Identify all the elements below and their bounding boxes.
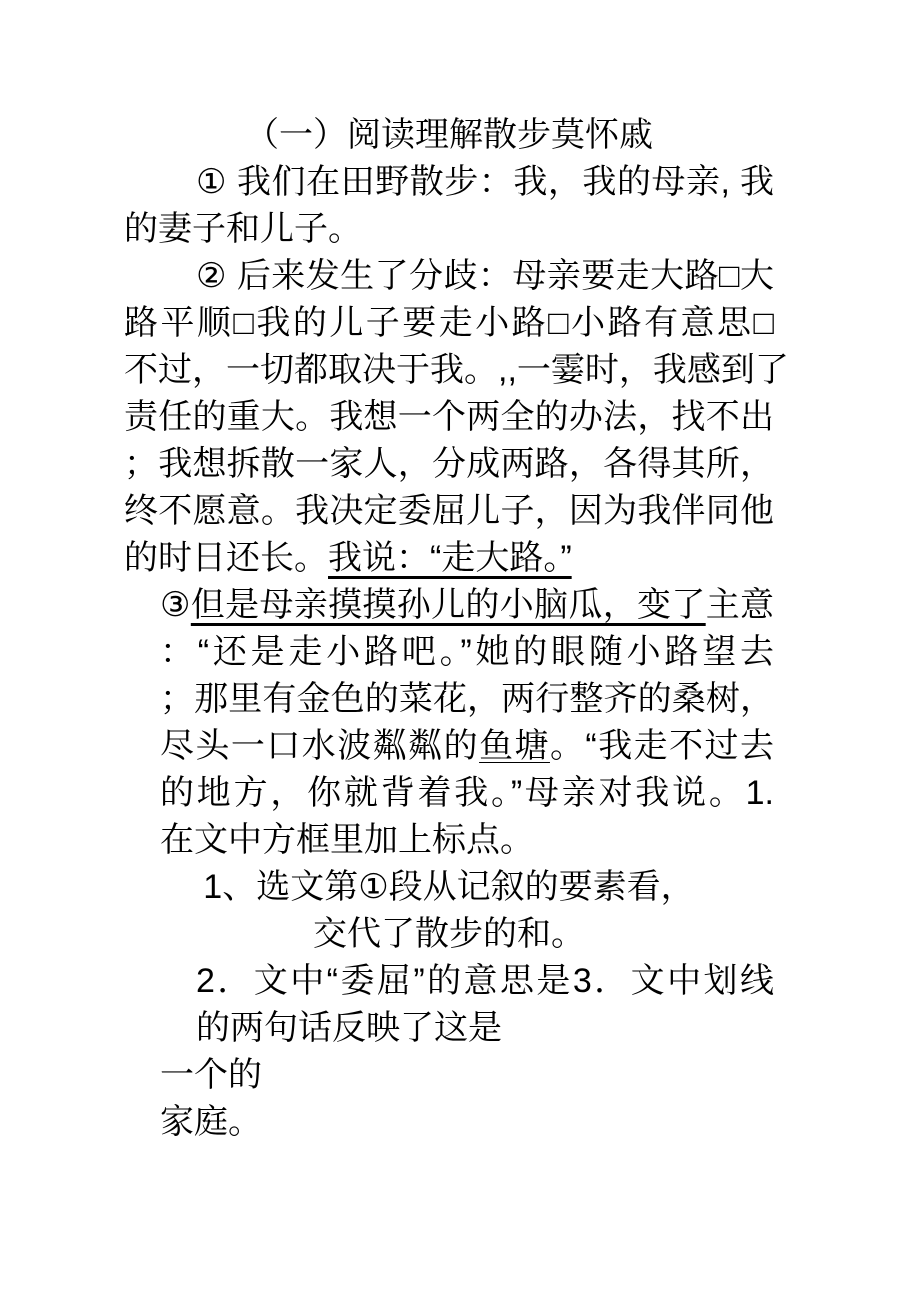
text-segment: ① 我们在田野散步：我，我的母亲, 我 xyxy=(196,163,774,201)
text-line xyxy=(124,723,774,770)
text-line xyxy=(124,488,774,535)
text-line xyxy=(124,864,774,911)
text-line xyxy=(124,206,774,253)
underlined-segment: 鱼塘 xyxy=(479,727,550,765)
text-line xyxy=(124,629,774,676)
text-segment: 1、选文第①段从记叙的要素看， xyxy=(203,868,695,906)
text-line xyxy=(124,347,789,394)
text-line xyxy=(124,958,774,1005)
text-line xyxy=(124,770,774,817)
underlined-segment: 但是母亲摸摸孙儿的小脑瓜，变了 xyxy=(190,586,706,624)
text-line xyxy=(124,1005,774,1052)
text-segment: 家庭。 xyxy=(160,1103,262,1141)
text-segment: ② 后来发生了分歧：母亲要走大路□大 xyxy=(196,257,774,295)
text-segment: （一）阅读理解散步莫怀戚 xyxy=(245,116,653,154)
text-segment: 的时日还长。 xyxy=(124,539,328,577)
text-segment: 的妻子和儿子。 xyxy=(124,210,362,248)
text-line xyxy=(124,394,774,441)
text-segment: 终不愿意。我决定委屈儿子，因为我伴同他 xyxy=(124,492,774,530)
text-segment: 尽头一口水波粼粼的 xyxy=(160,727,480,765)
text-segment: 的地方，你就背着我。”母亲对我说。1. xyxy=(160,774,774,812)
text-line xyxy=(124,535,774,582)
text-line xyxy=(124,253,774,300)
text-line xyxy=(124,1099,774,1146)
document-body xyxy=(124,112,789,1146)
text-line xyxy=(124,300,774,347)
text-segment: 责任的重大。我想一个两全的办法，找不出 xyxy=(124,398,774,436)
underlined-segment: 我说：“走大路。” xyxy=(328,539,572,577)
text-line xyxy=(124,911,774,958)
text-segment: 不过，一切都取决于我。,,一霎时，我感到了 xyxy=(124,351,789,389)
text-line xyxy=(124,441,774,488)
text-segment: 的两句话反映了这是 xyxy=(196,1009,502,1047)
text-segment: ；我想拆散一家人，分成两路，各得其所， xyxy=(124,445,774,483)
text-line xyxy=(124,817,774,864)
text-line xyxy=(124,159,774,206)
text-segment: 路平顺□我的儿子要走小路□小路有意思□ xyxy=(124,304,774,342)
text-segment: 在文中方框里加上标点。 xyxy=(160,821,534,859)
text-segment: 交代了散步的和。 xyxy=(313,915,585,953)
text-segment: 主意 xyxy=(705,586,775,624)
text-segment: 一个的 xyxy=(160,1056,262,1094)
text-line xyxy=(124,676,774,723)
text-segment: ；那里有金色的菜花，两行整齐的桑树， xyxy=(160,680,774,718)
text-segment: ：“还是走小路吧。”她的眼随小路望去 xyxy=(160,633,774,671)
text-line xyxy=(124,582,774,629)
text-line xyxy=(124,1052,774,1099)
text-segment: 2．文中“委屈”的意思是3．文中划线 xyxy=(196,962,774,1000)
text-segment: ③ xyxy=(160,586,191,624)
text-segment: 。“我走不过去 xyxy=(549,727,774,765)
text-line xyxy=(124,112,774,159)
